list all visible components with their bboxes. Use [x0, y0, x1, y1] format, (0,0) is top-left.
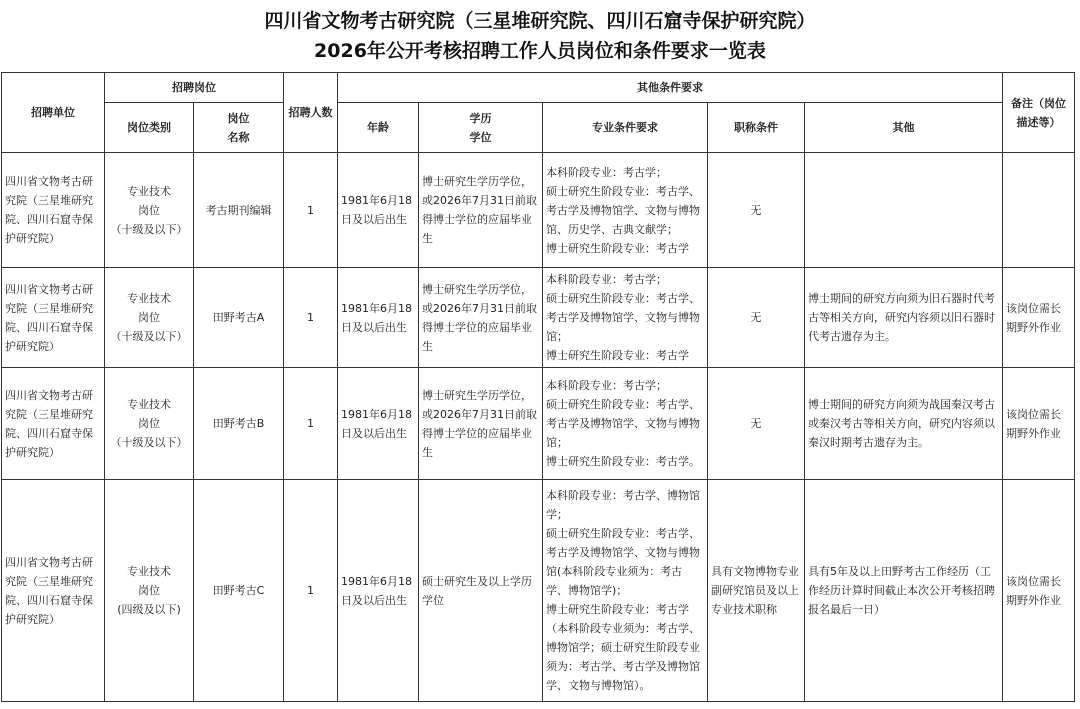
cell-name: 田野考古A	[194, 268, 284, 368]
cell-other: 博士期间的研究方向须为旧石器时代考古等相关方向，研究内容须以旧石器时代考古遗存为主。	[805, 268, 1003, 368]
cell-remark: 该岗位需长期野外作业	[1003, 268, 1075, 368]
cell-title-req: 具有文物博物专业副研究馆员及以上专业技术职称	[708, 480, 805, 702]
header-other-group: 其他条件要求	[338, 73, 1003, 103]
cell-major: 本科阶段专业：考古学、博物馆学； 硕士研究生阶段专业：考古学、考古学及博物馆学、文物与博物馆(本科阶段专业须为：考古学、博物馆学)； 博士研究生阶段专业：考古学（本科阶段专业须为：考古学、博物馆学；硕士研究生阶段专业须为：考古学、考古学及博物馆学、文物与博物馆）。	[543, 480, 708, 702]
cell-major: 本科阶段专业：考古学； 硕士研究生阶段专业：考古学、考古学及博物馆学、文物与博物馆； 博士研究生阶段专业：考古学。	[543, 368, 708, 480]
table-row	[2, 153, 1075, 268]
header-other: 其他	[805, 103, 1003, 153]
header-age: 年龄	[338, 103, 419, 153]
cell-unit: 四川省文物考古研究院（三星堆研究院、四川石窟寺保护研究院）	[2, 268, 105, 368]
table-row	[2, 368, 1075, 480]
page-subtitle: 2026年公开考核招聘工作人员岗位和条件要求一览表	[314, 40, 766, 62]
cell-count: 1	[284, 368, 338, 480]
cell-title-req: 无	[708, 268, 805, 368]
cell-name: 考古期刊编辑	[194, 153, 284, 268]
cell-unit: 四川省文物考古研究院（三星堆研究院、四川石窟寺保护研究院）	[2, 153, 105, 268]
cell-remark: 该岗位需长期野外作业	[1003, 368, 1075, 480]
header-row-2	[2, 103, 1075, 153]
cell-age: 1981年6月18日及以后出生	[338, 480, 419, 702]
cell-count: 1	[284, 480, 338, 702]
cell-other: 具有5年及以上田野考古工作经历（工作经历计算时间截止本次公开考核招聘报名最后一日）	[805, 480, 1003, 702]
cell-education: 博士研究生学历学位，或2026年7月31日前取得博士学位的应届毕业生	[419, 268, 543, 368]
cell-remark: 该岗位需长期野外作业	[1003, 480, 1075, 702]
header-category: 岗位类别	[105, 103, 194, 153]
cell-count: 1	[284, 268, 338, 368]
cell-major: 本科阶段专业：考古学； 硕士研究生阶段专业：考古学、考古学及博物馆学、文物与博物馆、历史学、古典文献学； 博士研究生阶段专业：考古学	[543, 153, 708, 268]
header-major: 专业条件要求	[543, 103, 708, 153]
cell-title-req: 无	[708, 368, 805, 480]
table-row	[2, 268, 1075, 368]
cell-age: 1981年6月18日及以后出生	[338, 368, 419, 480]
cell-category: 专业技术 岗位 （十级及以下）	[105, 153, 194, 268]
header-row-1	[2, 73, 1075, 103]
header-unit: 招聘单位	[2, 73, 105, 153]
cell-age: 1981年6月18日及以后出生	[338, 153, 419, 268]
header-remark: 备注（岗位描述等）	[1003, 73, 1075, 153]
cell-other	[805, 153, 1003, 268]
header-count: 招聘人数	[284, 73, 338, 153]
cell-major: 本科阶段专业：考古学； 硕士研究生阶段专业：考古学、考古学及博物馆学、文物与博物馆； 博士研究生阶段专业：考古学	[543, 268, 708, 368]
cell-name: 田野考古C	[194, 480, 284, 702]
cell-education: 硕士研究生及以上学历学位	[419, 480, 543, 702]
cell-count: 1	[284, 153, 338, 268]
header-position-group: 招聘岗位	[105, 73, 284, 103]
cell-title-req: 无	[708, 153, 805, 268]
cell-other: 博士期间的研究方向须为战国秦汉考古或秦汉考古等相关方向，研究内容须以秦汉时期考古遗存为主。	[805, 368, 1003, 480]
header-education: 学历 学位	[419, 103, 543, 153]
header-title-req: 职称条件	[708, 103, 805, 153]
cell-education: 博士研究生学历学位，或2026年7月31日前取得博士学位的应届毕业生	[419, 153, 543, 268]
cell-remark	[1003, 153, 1075, 268]
cell-category: 专业技术 岗位 （十级及以下）	[105, 368, 194, 480]
cell-unit: 四川省文物考古研究院（三星堆研究院、四川石窟寺保护研究院）	[2, 480, 105, 702]
cell-unit: 四川省文物考古研究院（三星堆研究院、四川石窟寺保护研究院）	[2, 368, 105, 480]
page-title: 四川省文物考古研究院（三星堆研究院、四川石窟寺保护研究院）	[264, 10, 816, 32]
cell-age: 1981年6月18日及以后出生	[338, 268, 419, 368]
cell-name: 田野考古B	[194, 368, 284, 480]
cell-category: 专业技术 岗位 （十级及以下）	[105, 268, 194, 368]
cell-category: 专业技术 岗位 (四级及以下)	[105, 480, 194, 702]
recruitment-table	[1, 72, 1075, 702]
header-name: 岗位 名称	[194, 103, 284, 153]
cell-education: 博士研究生学历学位，或2026年7月31日前取得博士学位的应届毕业生	[419, 368, 543, 480]
table-row	[2, 480, 1075, 702]
